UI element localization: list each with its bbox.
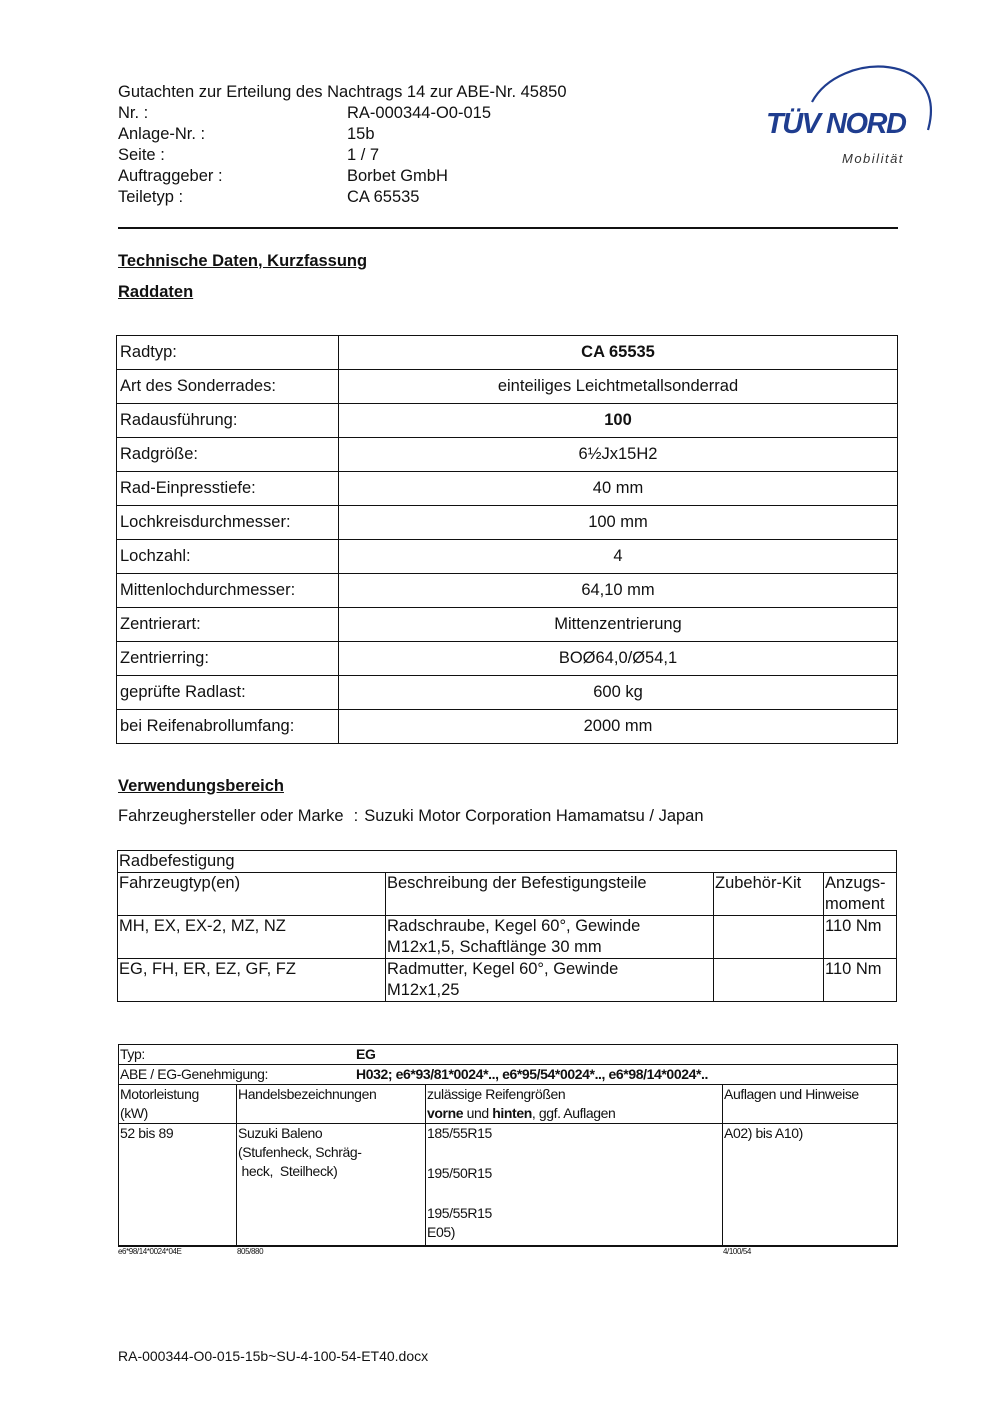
- raddaten-value: 100: [339, 404, 898, 438]
- table-row: [118, 959, 897, 1002]
- header-value: 1 / 7: [347, 146, 380, 164]
- raddaten-value: 64,10 mm: [339, 574, 898, 608]
- beschreibung-line: Radschraube, Kegel 60°, Gewinde: [387, 917, 641, 935]
- fahrzeughersteller-value: Suzuki Motor Corporation Hamamatsu / Japan: [364, 807, 704, 825]
- header-label: Nr. :: [118, 104, 149, 122]
- abe-cell: [119, 1065, 898, 1085]
- header-value: RA-000344-O0-015: [347, 104, 492, 122]
- table-row: [117, 370, 898, 404]
- raddaten-value: Mittenzentrierung: [339, 608, 898, 642]
- typ-header-row: [119, 1085, 898, 1124]
- tire-spacer: [427, 1183, 721, 1204]
- reifen-hinten: hinten: [492, 1105, 532, 1121]
- header-row-teiletyp: [118, 187, 567, 208]
- section-title-verwendung: Verwendungsbereich: [118, 777, 284, 795]
- fahrzeugtypen-cell: EG, FH, ER, EZ, GF, FZ: [118, 959, 386, 1002]
- radbefestigung-table: [117, 850, 897, 1002]
- anzugsmoment-cell: 110 Nm: [824, 959, 897, 1002]
- handelsbezeichnung-line: (Stufenheck, Schräg-: [238, 1144, 362, 1160]
- tire-size: 185/55R15: [427, 1125, 492, 1141]
- header-value: Borbet GmbH: [347, 167, 448, 185]
- header-label: Anlage-Nr. :: [118, 125, 206, 143]
- table-row: [117, 642, 898, 676]
- raddaten-label: bei Reifenabrollumfang:: [117, 710, 339, 744]
- header-label: Teiletyp :: [118, 188, 184, 206]
- typ-table: [118, 1044, 898, 1247]
- raddaten-value: 2000 mm: [339, 710, 898, 744]
- raddaten-label: Zentrierart:: [117, 608, 339, 642]
- raddaten-value: CA 65535: [339, 336, 898, 370]
- handelsbezeichnung-line: Suzuki Baleno: [238, 1125, 323, 1141]
- table-row: [117, 710, 898, 744]
- raddaten-value: einteiliges Leichtmetallsonderrad: [339, 370, 898, 404]
- raddaten-label: geprüfte Radlast:: [117, 676, 339, 710]
- raddaten-label: Radtyp:: [117, 336, 339, 370]
- document-header: [118, 82, 567, 208]
- raddaten-label: Radgröße:: [117, 438, 339, 472]
- reifen-vorne: vorne: [427, 1105, 464, 1121]
- section-title-raddaten: Raddaten: [118, 283, 194, 301]
- handelsbezeichnung-cell: [237, 1124, 426, 1246]
- anzugsmoment-cell: 110 Nm: [824, 916, 897, 959]
- fahrzeughersteller-sep: :: [353, 807, 359, 825]
- header-label: Auftraggeber :: [118, 167, 223, 185]
- col-header-motorleistung: [119, 1085, 237, 1124]
- zubehoer-cell: [714, 916, 824, 959]
- reifengroessen-line2: [427, 1104, 721, 1123]
- raddaten-value: BOØ64,0/Ø54,1: [339, 642, 898, 676]
- abe-row: [119, 1065, 898, 1085]
- tire-note: E05): [427, 1224, 455, 1240]
- fahrzeughersteller-label: Fahrzeughersteller oder Marke: [118, 807, 344, 825]
- table-row: [117, 438, 898, 472]
- beschreibung-cell: [386, 959, 714, 1002]
- table-row: [117, 472, 898, 506]
- col-header-auflagen: Auflagen und Hinweise: [723, 1085, 898, 1124]
- fahrzeughersteller-line: [118, 807, 704, 826]
- header-row-anlage: [118, 124, 567, 145]
- col-header-handelsbezeichnungen: Handelsbezeichnungen: [237, 1085, 426, 1124]
- footnote-code-a: e6*98/14*0024*04E: [118, 1247, 182, 1256]
- radbefestigung-title: Radbefestigung: [118, 851, 897, 873]
- raddaten-label: Lochzahl:: [117, 540, 339, 574]
- table-row: [117, 404, 898, 438]
- reifengroessen-line: zulässige Reifengrößen: [427, 1086, 566, 1102]
- raddaten-label: Rad-Einpresstiefe:: [117, 472, 339, 506]
- table-row: [118, 851, 897, 873]
- table-header-row: [118, 873, 897, 916]
- header-row-nr: [118, 103, 567, 124]
- table-row: [117, 676, 898, 710]
- table-row: [117, 574, 898, 608]
- reifen-und: und: [463, 1105, 493, 1121]
- col-header-beschreibung: Beschreibung der Befestigungsteile: [386, 873, 714, 916]
- motorleistung-unit: (kW): [120, 1105, 148, 1121]
- typ-label: Typ:: [120, 1046, 145, 1062]
- beschreibung-cell: [386, 916, 714, 959]
- typ-data-row: [119, 1124, 898, 1246]
- col-header-reifengroessen: [426, 1085, 723, 1124]
- typ-cell: [119, 1045, 898, 1065]
- footnote-code-c: 4/100/54: [723, 1247, 751, 1256]
- table-row: [117, 336, 898, 370]
- raddaten-value: 600 kg: [339, 676, 898, 710]
- tire-size: 195/50R15: [427, 1165, 492, 1181]
- header-row-seite: [118, 145, 567, 166]
- logo-subtitle: Mobilität: [842, 151, 904, 166]
- typ-value: EG: [356, 1046, 376, 1062]
- tire-spacer: [427, 1143, 721, 1164]
- header-value: 15b: [347, 125, 375, 143]
- header-divider: [118, 227, 898, 229]
- abe-label: ABE / EG-Genehmigung:: [120, 1066, 269, 1082]
- tire-size: 195/55R15: [427, 1205, 492, 1221]
- auflagen-cell: A02) bis A10): [723, 1124, 898, 1246]
- section-title-tech: Technische Daten, Kurzfassung: [118, 252, 368, 270]
- raddaten-value: 4: [339, 540, 898, 574]
- col-header-anzugs: Anzugs-: [825, 874, 886, 892]
- footnote-code-b: 805/880: [237, 1247, 264, 1256]
- raddaten-value: 100 mm: [339, 506, 898, 540]
- raddaten-label: Mittenlochdurchmesser:: [117, 574, 339, 608]
- col-header-anzugsmoment: [824, 873, 897, 916]
- beschreibung-line: M12x1,25: [387, 981, 460, 999]
- col-header-fahrzeugtyp: Fahrzeugtyp(en): [118, 873, 386, 916]
- reifengroessen-cell: [426, 1124, 723, 1246]
- col-header-moment: moment: [825, 895, 885, 913]
- raddaten-value: 40 mm: [339, 472, 898, 506]
- abe-value: H032; e6*93/81*0024*.., e6*95/54*0024*.., e6*98/14*0024*..: [356, 1066, 709, 1082]
- footer-filename: RA-000344-O0-015-15b~SU-4-100-54-ET40.docx: [118, 1348, 429, 1364]
- header-row-auftraggeber: [118, 166, 567, 187]
- tuv-nord-logo: [760, 56, 940, 174]
- document-title: Gutachten zur Erteilung des Nachtrags 14 zur ABE-Nr. 45850: [118, 83, 567, 101]
- table-row: [118, 916, 897, 959]
- raddaten-table: [116, 335, 898, 744]
- table-row: [117, 540, 898, 574]
- zubehoer-cell: [714, 959, 824, 1002]
- reifen-rest: , ggf. Auflagen: [531, 1105, 616, 1121]
- raddaten-label: Art des Sonderrades:: [117, 370, 339, 404]
- table-row: [117, 608, 898, 642]
- raddaten-label: Lochkreisdurchmesser:: [117, 506, 339, 540]
- fahrzeugtypen-cell: MH, EX, EX-2, MZ, NZ: [118, 916, 386, 959]
- col-header-zubehoer: Zubehör-Kit: [714, 873, 824, 916]
- raddaten-label: Radausführung:: [117, 404, 339, 438]
- header-value: CA 65535: [347, 188, 420, 206]
- raddaten-value: 6½Jx15H2: [339, 438, 898, 472]
- table-row: [117, 506, 898, 540]
- motorleistung-cell: 52 bis 89: [119, 1124, 237, 1246]
- beschreibung-line: M12x1,5, Schaftlänge 30 mm: [387, 938, 602, 956]
- header-label: Seite :: [118, 146, 165, 164]
- typ-row: [119, 1045, 898, 1065]
- beschreibung-line: Radmutter, Kegel 60°, Gewinde: [387, 960, 619, 978]
- raddaten-label: Zentrierring:: [117, 642, 339, 676]
- handelsbezeichnung-line: heck, Steilheck): [238, 1163, 338, 1179]
- logo-wordmark: TÜV NORD: [766, 108, 906, 140]
- motorleistung-line: Motorleistung: [120, 1086, 199, 1102]
